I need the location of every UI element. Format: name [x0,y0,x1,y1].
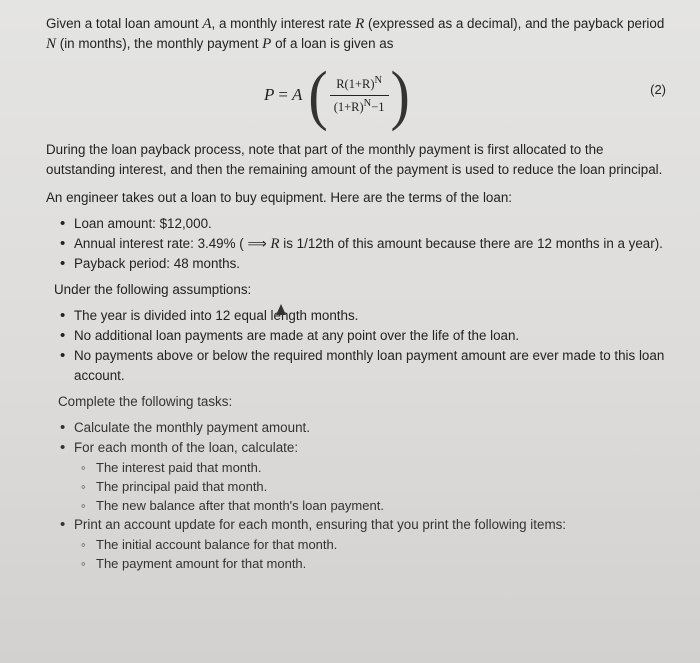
list-item: • No additional loan payments are made at any point over the life of the loan. [74,326,676,346]
intro-text: (expressed as a decimal), and the payback period [364,16,665,31]
list-item: • Calculate the monthly payment amount. [74,418,676,438]
denominator-exponent: N [363,97,372,109]
right-paren: ) [390,57,410,132]
fraction-bar [330,95,389,96]
var-n: N [46,36,57,52]
list-item [74,234,676,254]
formula-lhs [264,85,302,105]
rate-var-r: R [270,236,280,252]
task-text: For each month of the loan, calculate: [74,440,299,455]
list-item [74,515,676,573]
tasks-heading: Complete the following tasks: [58,394,233,409]
equation-number: (2) [650,82,666,97]
tasks-list [46,418,676,573]
numerator-exponent: N [374,75,383,87]
formula-p: P [264,85,275,104]
sub-list-item: ◦ The principal paid that month. [96,477,676,496]
formula-a: A [291,85,303,104]
denominator-tail: −1 [371,99,385,114]
loan-terms-list [46,214,676,274]
list-item: • Loan amount: $12,000. [74,214,676,234]
sub-list [74,458,676,515]
formula-numerator [332,75,386,92]
numerator-text: R(1+R) [336,77,375,92]
list-item [74,438,676,515]
rate-text: Annual interest rate: 3.49% ( [74,236,248,251]
list-item: • The year is divided into 12 equal length months. [74,306,676,326]
intro-text: (in months), the monthly payment [56,36,263,51]
formula-fraction [330,75,389,114]
formula-block [46,57,676,132]
rate-text: is 1/12th of this amount because there are 12 months in a year). [279,236,663,251]
list-item: • No payments above or below the required monthly loan payment amount are ever made to this loan account. [74,346,676,386]
payback-paragraph: During the loan payback process, note that part of the monthly payment is first allocated to the outstanding interest, and then the remaining amount of the payment is used to reduce the loan principal. [46,142,663,177]
payment-formula [264,57,410,132]
intro-text: , a monthly interest rate [211,16,356,31]
formula-equals: = [278,85,288,104]
intro-text: of a loan is given as [271,36,394,51]
denominator-text: (1+R) [333,99,364,114]
sub-list-item: ◦ The initial account balance for that month. [96,535,676,554]
sub-list-item: ◦ The interest paid that month. [96,458,676,477]
left-paren: ( [308,57,328,132]
sub-list-item: ◦ The new balance after that month's loan payment. [96,496,676,515]
list-item: • Payback period: 48 months. [74,254,676,274]
var-p: P [262,36,272,52]
engineer-paragraph: An engineer takes out a loan to buy equipment. Here are the terms of the loan: [46,190,512,205]
intro-paragraph [46,14,676,54]
mouse-cursor-icon [276,304,286,315]
assumptions-heading: Under the following assumptions: [54,282,252,297]
sub-list [74,535,676,573]
var-a: A [202,16,212,32]
assumptions-list [46,306,676,386]
intro-text: Given a total loan amount [46,16,203,31]
task-text: Print an account update for each month, ensuring that you print the following items: [74,517,567,532]
var-r: R [355,16,365,32]
implies-arrow-icon: ⟹ [247,236,267,251]
sub-list-item: ◦ The payment amount for that month. [96,554,676,573]
formula-denominator [330,98,389,115]
